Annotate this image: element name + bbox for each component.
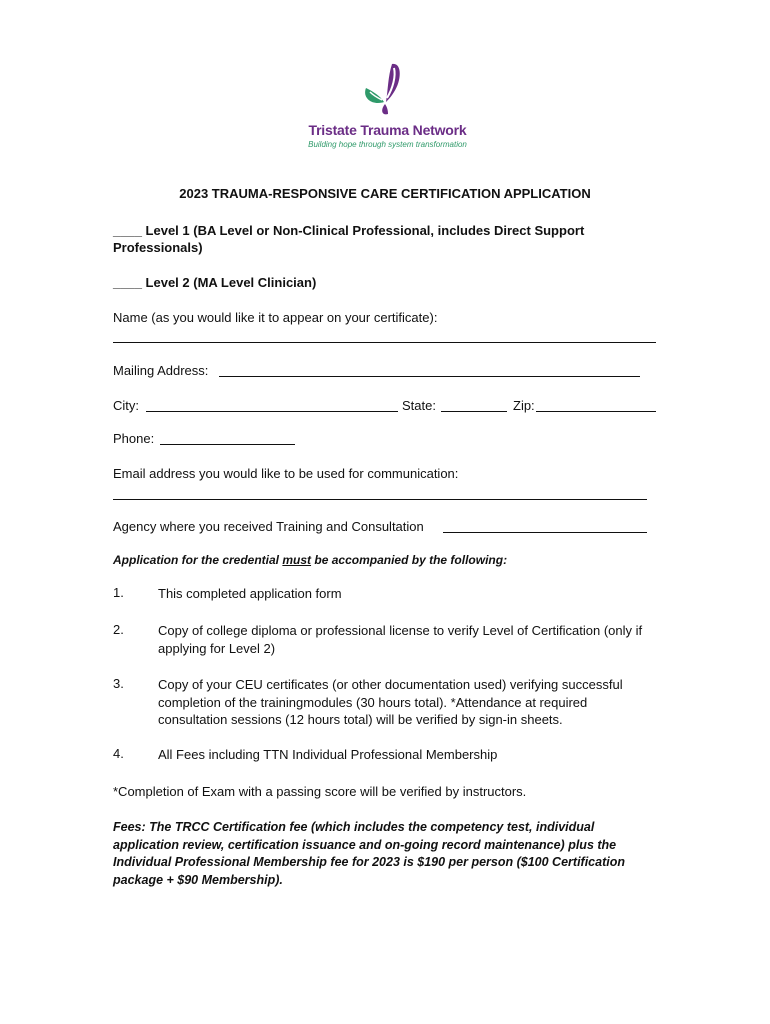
phone-label: Phone:	[113, 431, 155, 446]
requirements-intro-must: must	[282, 553, 312, 567]
level-1-label: Level 1 (BA Level or Non-Clinical Professional, includes Direct Support	[145, 223, 585, 238]
level-1-label-cont: Professionals)	[113, 240, 203, 255]
org-logo	[300, 62, 475, 154]
list-item: Copy of college diploma or professional license to verify Level of Certification (only if applying for Level 2)	[158, 623, 643, 656]
state-line[interactable]	[441, 411, 507, 412]
requirements-intro-before: Application for the credential	[113, 553, 280, 567]
agency-line[interactable]	[443, 532, 647, 533]
city-label: City:	[113, 398, 139, 413]
level-2-option	[113, 274, 316, 291]
agency-label: Agency where you received Training and Consultation	[113, 519, 424, 534]
list-item-number: 4.	[113, 746, 124, 761]
list-item-number: 2.	[113, 622, 124, 637]
name-label: Name (as you would like it to appear on your certificate):	[113, 310, 438, 325]
mailing-address-line[interactable]	[219, 376, 640, 377]
fees-paragraph: Fees: The TRCC Certification fee (which includes the competency test, individual application review, certification issuance and on-going record maintenance) plus the Individual Professional Membership fee for 2023 is $190 per person ($100 Certification package + $90 Membership).	[113, 820, 625, 887]
list-item: This completed application form	[158, 586, 342, 601]
butterfly-icon	[358, 62, 418, 120]
list-item-number: 1.	[113, 585, 124, 600]
level-2-blank[interactable]: ____	[113, 275, 142, 290]
page-title: 2023 TRAUMA-RESPONSIVE CARE CERTIFICATION APPLICATION	[179, 186, 591, 201]
level-1-blank[interactable]: ____	[113, 223, 142, 238]
exam-note: *Completion of Exam with a passing score will be verified by instructors.	[113, 784, 527, 799]
city-line[interactable]	[146, 411, 398, 412]
requirements-intro	[113, 552, 507, 569]
requirements-intro-after: be accompanied by the following:	[314, 553, 508, 567]
list-item: All Fees including TTN Individual Professional Membership	[158, 747, 498, 762]
level-2-label: Level 2 (MA Level Clinician)	[145, 275, 317, 290]
org-tagline: Building hope through system transformation	[308, 140, 467, 149]
phone-line[interactable]	[160, 444, 295, 445]
name-field-line[interactable]	[113, 342, 656, 343]
level-1-option	[113, 222, 584, 239]
email-line[interactable]	[113, 499, 647, 500]
list-item: Copy of your CEU certificates (or other documentation used) verifying successful completion of the trainingmodules (30 hours total). *Attendance at required consultation sessions (12 hours total) will be verified by sign-in sheets.	[158, 677, 623, 727]
org-name: Tristate Trauma Network	[308, 122, 467, 138]
state-label: State:	[402, 398, 436, 413]
zip-label: Zip:	[513, 398, 535, 413]
mailing-address-label: Mailing Address:	[113, 363, 209, 378]
email-label: Email address you would like to be used for communication:	[113, 466, 459, 481]
zip-line[interactable]	[536, 411, 656, 412]
list-item-number: 3.	[113, 676, 124, 691]
